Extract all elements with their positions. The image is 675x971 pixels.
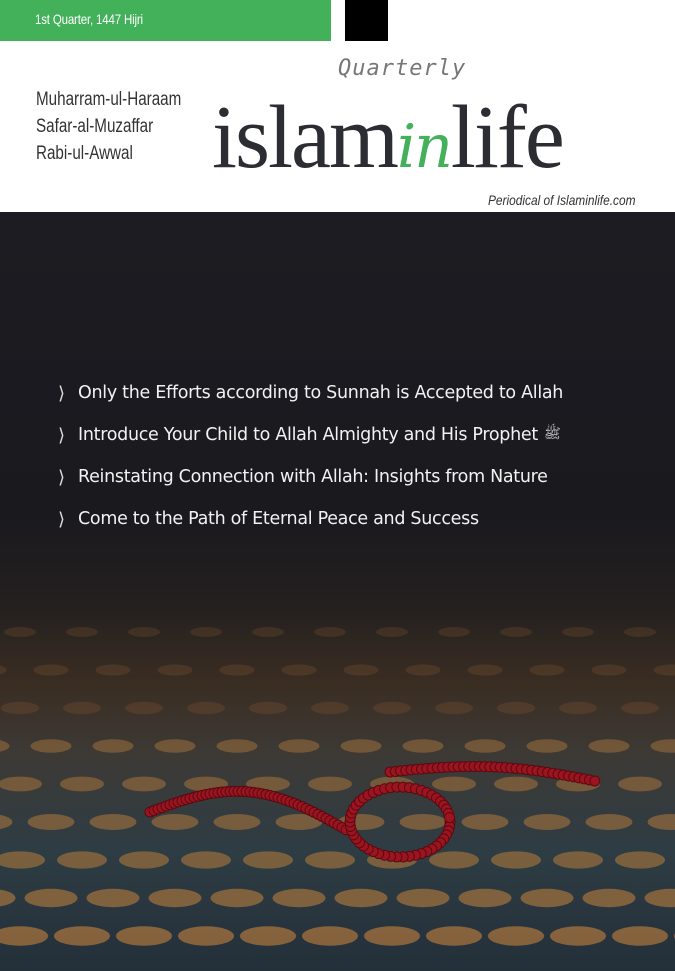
rug-motif (0, 664, 7, 675)
rug-motif (465, 739, 506, 753)
rug-motif (435, 702, 473, 714)
rug-motif (615, 851, 665, 868)
rug-motif (119, 851, 169, 868)
rug-motif (90, 814, 137, 830)
rug-motif (624, 627, 656, 637)
rug-motif (559, 702, 597, 714)
rug-motif (432, 777, 476, 792)
logo-text-islam: islam (212, 88, 397, 187)
article-list (58, 372, 563, 540)
article-item[interactable] (58, 414, 563, 456)
rug-motif (438, 627, 470, 637)
rug-motif (400, 814, 447, 830)
rug-motif (618, 777, 662, 792)
rug-motif (1, 702, 39, 714)
rug-motif (152, 814, 199, 830)
rug-motif (305, 851, 355, 868)
rug-motif (54, 926, 110, 946)
rug-motif (308, 777, 352, 792)
rug-motif (494, 777, 538, 792)
rug-motif (311, 702, 349, 714)
rug-motif (0, 777, 42, 792)
rug-motif (459, 889, 512, 907)
rug-motif (93, 739, 134, 753)
rug-motif (252, 627, 284, 637)
month: Rabi-ul-Awwal (36, 143, 133, 164)
rug-motif (0, 926, 48, 946)
logo-text-life: life (450, 88, 563, 187)
rug-motif (116, 926, 172, 946)
article-item[interactable] (58, 372, 563, 414)
rug-motif (488, 926, 544, 946)
rug-motif (429, 851, 479, 868)
rug-motif (125, 702, 163, 714)
rug-motif (592, 664, 627, 675)
rug-motif (190, 627, 222, 637)
rug-motif (0, 739, 10, 753)
rug-motif (0, 814, 13, 830)
rug-motif (243, 851, 293, 868)
rug-motif (279, 739, 320, 753)
rug-motif (0, 851, 45, 868)
rug-motif (426, 926, 482, 946)
rug-motif (158, 664, 193, 675)
rug-motif (654, 664, 675, 675)
rug-motif (589, 739, 630, 753)
rug-motif (406, 664, 441, 675)
quarter-label: 1st Quarter, 1447 Hijri (35, 11, 143, 27)
decorative-black-square (345, 0, 388, 41)
crescent-bracket-icon: ⟩ (58, 508, 65, 530)
rug-motif (0, 889, 16, 907)
rug-motif (521, 889, 574, 907)
rug-motif (34, 664, 69, 675)
rug-motif (497, 702, 535, 714)
cover-image (0, 212, 675, 971)
logo-text-in: in (397, 112, 451, 182)
rug-motif (187, 702, 225, 714)
rug-motif (586, 814, 633, 830)
rug-motif (155, 739, 196, 753)
rug-motif (403, 739, 444, 753)
rug-motif (87, 889, 140, 907)
rug-motif (66, 627, 98, 637)
article-title: Introduce Your Child to Allah Almighty and His Prophet (78, 425, 538, 445)
rug-motif (550, 926, 606, 946)
rug-motif (25, 889, 78, 907)
rug-motif (562, 627, 594, 637)
rug-motif (31, 739, 72, 753)
rug-motif (462, 814, 509, 830)
rug-motif (648, 814, 675, 830)
salutation-glyph: ﷺ (543, 426, 561, 442)
rug-motif (612, 926, 668, 946)
rug-motif (583, 889, 636, 907)
rug-motif (211, 889, 264, 907)
tagline: Periodical of Islaminlife.com (488, 192, 636, 208)
crescent-bracket-icon: ⟩ (58, 382, 65, 404)
rug-motif (181, 851, 231, 868)
rug-motif (530, 664, 565, 675)
month: Muharram-ul-Haraam (36, 89, 182, 110)
rug-motif (397, 889, 450, 907)
rug-motif (621, 702, 659, 714)
rug-motif (524, 814, 571, 830)
rug-motif (341, 739, 382, 753)
months-list (36, 86, 181, 167)
rug-motif (178, 926, 234, 946)
rug-motif (335, 889, 388, 907)
rug-motif (217, 739, 258, 753)
rug-motif (645, 889, 675, 907)
rug-motif (149, 889, 202, 907)
month: Safar-al-Muzaffar (36, 116, 154, 137)
rug-motif (128, 627, 160, 637)
rug-motif (60, 777, 104, 792)
rug-motif (373, 702, 411, 714)
prayer-bead (445, 813, 455, 823)
article-item[interactable] (58, 498, 563, 540)
rug-motif (491, 851, 541, 868)
rug-motif (4, 627, 36, 637)
crescent-bracket-icon: ⟩ (58, 424, 65, 446)
rug-motif (364, 926, 420, 946)
rug-motif (240, 926, 296, 946)
rug-motif (220, 664, 255, 675)
rug-motif (273, 889, 326, 907)
article-item[interactable] (58, 456, 563, 498)
rug-motif (122, 777, 166, 792)
prayer-rug-illustration (0, 212, 675, 971)
rug-motif (314, 627, 346, 637)
article-title: Reinstating Connection with Allah: Insights from Nature (78, 467, 548, 487)
rug-motif (96, 664, 131, 675)
rug-motif (57, 851, 107, 868)
crescent-bracket-icon: ⟩ (58, 466, 65, 488)
article-title: Only the Efforts according to Sunnah is Accepted to Allah (78, 383, 564, 403)
rug-motif (468, 664, 503, 675)
article-title: Come to the Path of Eternal Peace and Success (78, 509, 479, 529)
logo-quarterly: Quarterly (338, 56, 467, 81)
rug-motif (282, 664, 317, 675)
rug-motif (28, 814, 75, 830)
prayer-bead (590, 776, 600, 786)
rug-motif (302, 926, 358, 946)
rug-motif (527, 739, 568, 753)
rug-motif (553, 851, 603, 868)
rug-motif (651, 739, 675, 753)
rug-motif (500, 627, 532, 637)
rug-motif (344, 664, 379, 675)
rug-motif (249, 702, 287, 714)
rug-motif (63, 702, 101, 714)
quarter-banner (0, 0, 331, 41)
rug-motif (376, 627, 408, 637)
masthead-logo (212, 86, 652, 189)
rug-motif (214, 814, 261, 830)
